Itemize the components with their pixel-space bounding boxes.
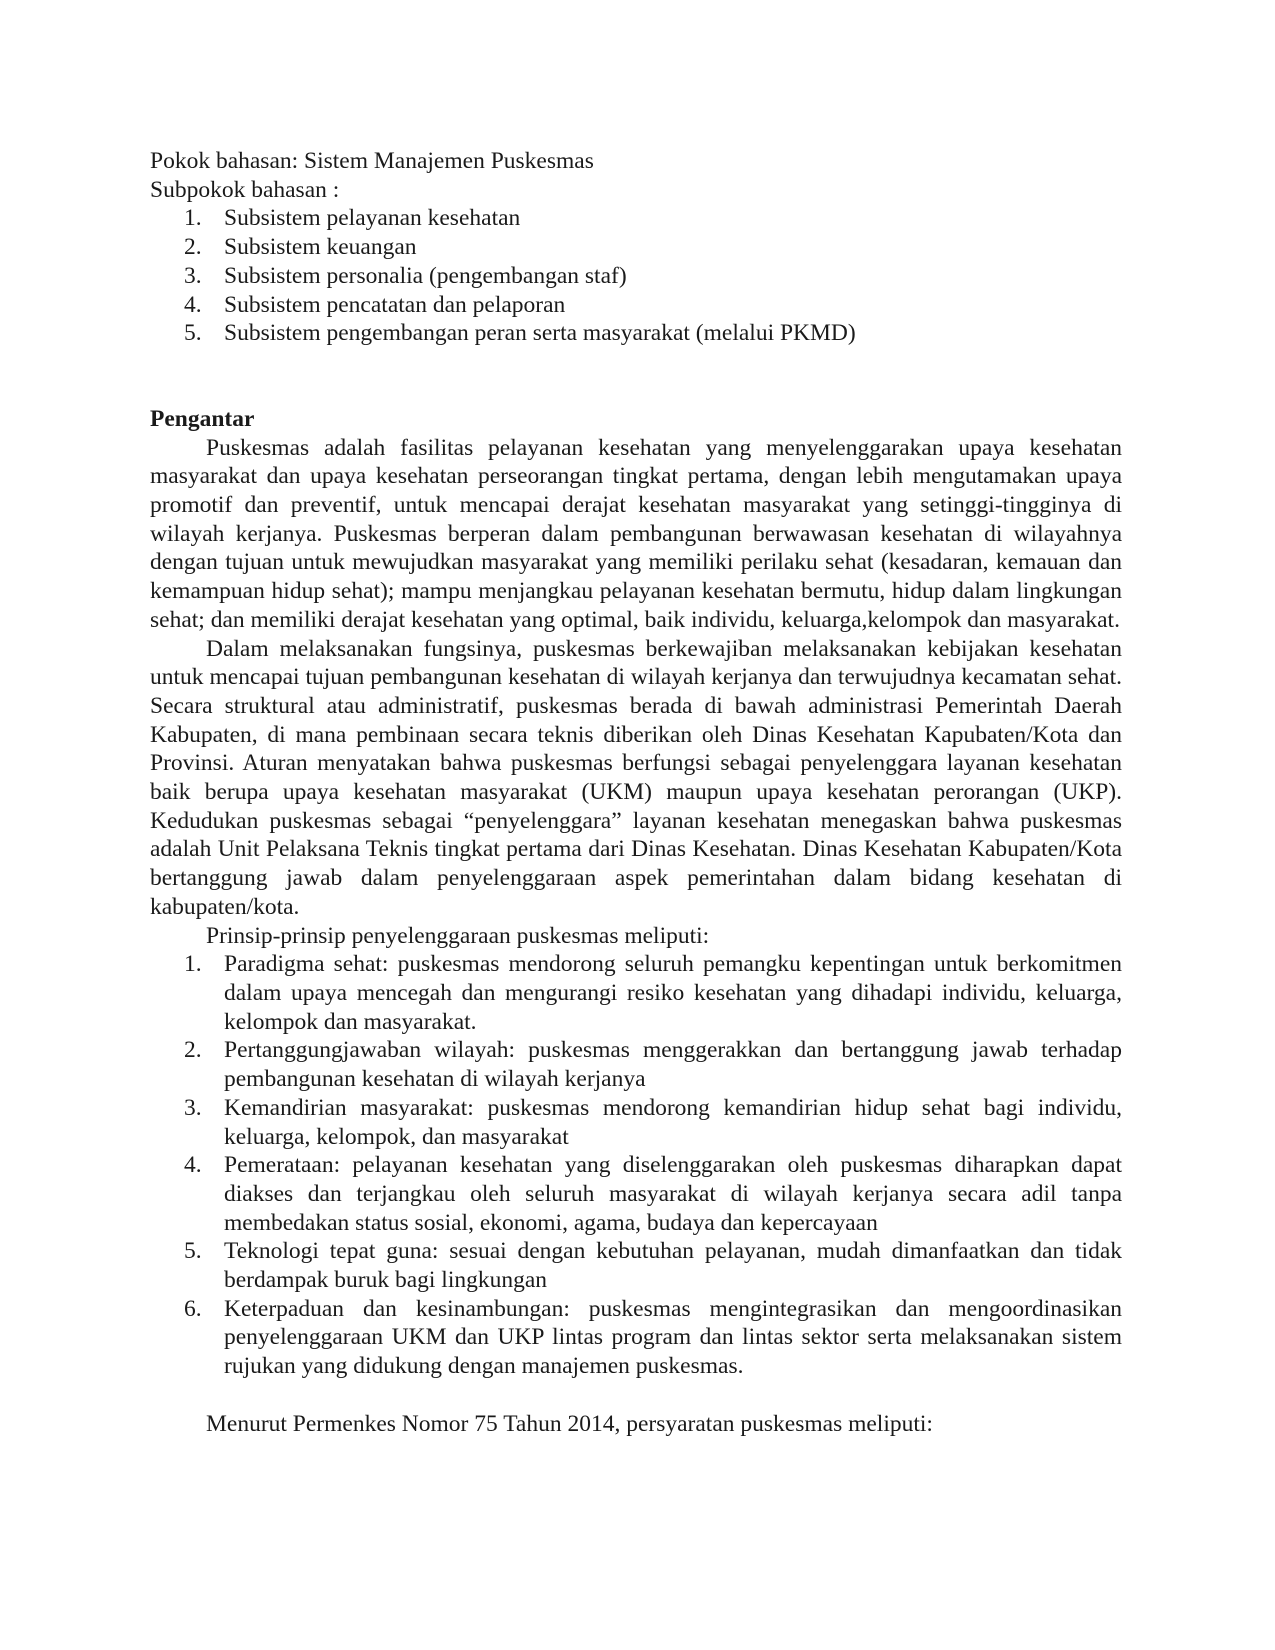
list-item xyxy=(150,1295,1122,1381)
list-number: 5. xyxy=(184,1238,202,1265)
list-number: 6. xyxy=(184,1295,202,1322)
list-item xyxy=(150,262,1122,291)
closing-line: Menurut Permenkes Nomor 75 Tahun 2014, persyaratan puskesmas meliputi: xyxy=(206,1410,933,1437)
subtopic-list xyxy=(150,204,1122,348)
list-item xyxy=(150,233,1122,262)
list-number: 1. xyxy=(184,205,202,232)
section-heading: Pengantar xyxy=(150,405,255,432)
list-text: Subsistem pelayanan kesehatan xyxy=(224,205,521,232)
list-text: Keterpaduan dan kesinambungan: puskesmas mengintegrasikan dan mengoordinasikan penyelenggaraan UKM dan UKP lintas program dan lintas sektor serta melaksanakan sistem rujukan yang didukung dengan manajemen puskesmas. xyxy=(224,1295,1122,1380)
list-text: Subsistem pencatatan dan pelaporan xyxy=(224,291,566,318)
principles-list xyxy=(150,950,1122,1381)
list-item xyxy=(150,1237,1122,1294)
list-text: Subsistem keuangan xyxy=(224,234,417,261)
list-item xyxy=(150,950,1122,1036)
list-item xyxy=(150,1151,1122,1237)
list-number: 4. xyxy=(184,291,202,318)
list-item xyxy=(150,1094,1122,1151)
list-text: Subsistem personalia (pengembangan staf) xyxy=(224,262,627,289)
list-number: 3. xyxy=(184,262,202,289)
list-text: Pertanggungjawaban wilayah: puskesmas menggerakkan dan bertanggung jawab terhadap pembangunan kesehatan di wilayah kerjanya xyxy=(224,1037,1122,1093)
list-text: Kemandirian masyarakat: puskesmas mendorong kemandirian hidup sehat bagi individu, keluarga, kelompok, dan masyarakat xyxy=(224,1094,1122,1150)
subtopic-label: Subpokok bahasan : xyxy=(150,176,340,203)
list-item xyxy=(150,1036,1122,1093)
topic-line: Pokok bahasan: Sistem Manajemen Puskesmas xyxy=(150,148,594,174)
list-number: 1. xyxy=(184,951,202,978)
list-number: 2. xyxy=(184,1037,202,1064)
list-item xyxy=(150,204,1122,233)
list-number: 3. xyxy=(184,1094,202,1121)
list-item xyxy=(150,291,1122,320)
paragraph: Puskesmas adalah fasilitas pelayanan kesehatan yang menyelenggarakan upaya kesehatan masyarakat dan upaya kesehatan perseorangan tingkat pertama, dengan lebih mengutamakan upaya promotif dan preventif, untuk mencapai derajat kesehatan masyarakat yang setinggi-tingginya di wilayah kerjanya. Puskesmas berperan dalam pembangunan berwawasan kesehatan di wilayahnya dengan tujuan untuk mewujudkan masyarakat yang memiliki perilaku sehat (kesadaran, kemauan dan kemampuan hidup sehat); mampu menjangkau pelayanan kesehatan bermutu, hidup dalam lingkungan sehat; dan memiliki derajat kesehatan yang optimal, baik individu, keluarga,kelompok dan masyarakat. xyxy=(150,434,1122,633)
list-number: 5. xyxy=(184,320,202,347)
list-text: Teknologi tepat guna: sesuai dengan kebutuhan pelayanan, mudah dimanfaatkan dan tidak berdampak buruk bagi lingkungan xyxy=(224,1238,1122,1294)
paragraph: Dalam melaksanakan fungsinya, puskesmas berkewajiban melaksanakan kebijakan kesehatan untuk mencapai tujuan pembangunan kesehatan di wilayah kerjanya dan terwujudnya kecamatan sehat. Secara struktural atau administratif, puskesmas berada di bawah administrasi Pemerintah Daerah Kabupaten, di mana pembinaan secara teknis diberikan oleh Dinas Kesehatan Kapubaten/Kota dan Provinsi. Aturan menyatakan bahwa puskesmas berfungsi sebagai penyelenggara layanan kesehatan baik berupa upaya kesehatan masyarakat (UKM) maupun upaya kesehatan perorangan (UKP). Kedudukan puskesmas sebagai “penyelenggara” layanan kesehatan menegaskan bahwa puskesmas adalah Unit Pelaksana Teknis tingkat pertama dari Dinas Kesehatan. Dinas Kesehatan Kabupaten/Kota bertanggung jawab dalam penyelenggaraan aspek pemerintahan dalam bidang kesehatan di kabupaten/kota. xyxy=(150,635,1122,920)
principles-intro: Prinsip-prinsip penyelenggaraan puskesmas meliputi: xyxy=(206,922,710,949)
document-page xyxy=(150,147,1122,1439)
list-text: Subsistem pengembangan peran serta masyarakat (melalui PKMD) xyxy=(224,320,856,347)
list-number: 4. xyxy=(184,1152,202,1179)
list-number: 2. xyxy=(184,234,202,261)
list-item xyxy=(150,319,1122,348)
list-text: Pemerataan: pelayanan kesehatan yang diselenggarakan oleh puskesmas diharapkan dapat diakses dan terjangkau oleh seluruh masyarakat di wilayah kerjanya secara adil tanpa membedakan status sosial, ekonomi, agama, budaya dan kepercayaan xyxy=(224,1152,1122,1236)
list-text: Paradigma sehat: puskesmas mendorong seluruh pemangku kepentingan untuk berkomitmen dalam upaya mencegah dan mengurangi resiko kesehatan yang dihadapi individu, keluarga, kelompok dan masyarakat. xyxy=(224,951,1122,1035)
